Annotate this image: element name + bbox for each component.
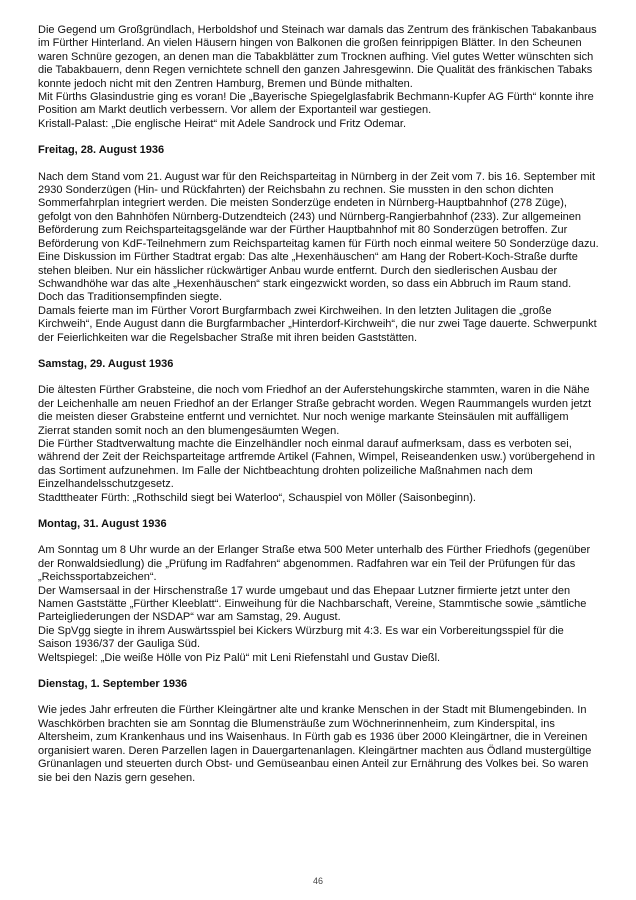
body-paragraph: Die Fürther Stadtverwaltung machte die Einzelhändler noch einmal darauf aufmerksam, dass es verboten sei, während der Zeit der Reichsparteitage artfremde Artikel (Fahnen, Wimpel, Reiseandenken usw.) vorübergehend in das Sortiment aufzunehmen. Im Falle der Nichtbeachtung drohten polizeiliche Maßnahmen nach dem Einzelhandelsschutzgesetz. [38, 437, 596, 491]
body-paragraph: Wie jedes Jahr erfreuten die Fürther Kleingärtner alte und kranke Menschen in der Stadt mit Blumengebinden. In Waschkörben brachten sie am Sonntag die Blumensträuße zum Wöchnerinnenheim, zum Kinderspital, ins Altersheim, zum Krankenhaus und ins Waisenhaus. In Fürth gab es 1936 über 2000 Kleingärtner, die in Vereinen organisiert waren. Deren Parzellen lagen in Dauergartenanlagen. Kleingärtner machten aus Ödland mustergültige Grünanlagen und steuerten durch Obst- und Gemüseanbau einen Anteil zur Ernährung des Volkes bei. So waren sie bei den Nazis gern gesehen. [38, 704, 592, 784]
page-number: 46 [312, 876, 323, 886]
body-paragraph: Am Sonntag um 8 Uhr wurde an der Erlanger Straße etwa 500 Meter unterhalb des Fürther Friedhofs (gegenüber der Ronwaldsiedlung) die „Prüfung im Radfahren“ abgenommen. Radfahren war ein Teil der Prüfungen für das „Reichssportabzeichen“. [38, 544, 591, 584]
day-heading: Montag, 31. August 1936 [38, 518, 167, 530]
day-heading: Dienstag, 1. September 1936 [38, 678, 188, 691]
day-heading: Freitag, 28. August 1936 [38, 144, 165, 157]
body-paragraph: Stadttheater Fürth: „Rothschild siegt bei Waterloo“, Schauspiel von Möller (Saisonbeginn). [38, 491, 476, 504]
body-paragraph: Mit Fürths Glasindustrie ging es voran! Die „Bayerische Spiegelglasfabrik Bechmann-Kupfer AG Fürth“ konnte ihre Position am Markt deutlich verbessern. Vor allem der Exportanteil war gestiegen. [38, 91, 594, 117]
body-paragraph: Damals feierte man im Fürther Vorort Burgfarmbach zwei Kirchweihen. In den letzten Julitagen die „große Kirchweih“, Ende August dann die Burgfarmbacher „Hinterdorf-Kirchweih“, die nur zwei Tage dauerte. Schwerpunkt der Feierlichkeiten war die Regelsbacher Straße mit ihren beiden Gaststätten. [38, 304, 597, 344]
body-paragraph: Die ältesten Fürther Grabsteine, die noch vom Friedhof an der Auferstehungskirche stammten, waren in die Nähe der Leichenhalle am neuen Friedhof an der Erlanger Straße gebracht worden. Wegen Raummangels wurden jetzt die meisten dieser Grabsteine entfernt und vernichtet. Nur noch wenige markante Steinsäulen mit auffälligem Zierrat standen somit noch an den blumengesäumten Wegen. [38, 384, 592, 437]
body-paragraph: Weltspiegel: „Die weiße Hölle von Piz Palü“ mit Leni Riefenstahl und Gustav Dießl. [38, 651, 441, 664]
body-paragraph: Eine Diskussion im Fürther Stadtrat ergab: Das alte „Hexenhäuschen“ am Hang der Robert-Koch-Straße durfte stehen bleiben. Nur ein hässlicher rückwärtiger Anbau wurde entfernt. Durch den siedlerischen Ausbau der Schwandhöhe war das alte „Hexenhäuschen“ stark eingezwickt worden, so dass ein Abbruch im Raum stand. Doch das Traditionsempfinden siegte. [38, 251, 578, 304]
day-heading: Samstag, 29. August 1936 [38, 357, 174, 370]
body-paragraph: Nach dem Stand vom 21. August war für den Reichsparteitag in Nürnberg in der Zeit vom 7. bis 16. September mit 2930 Sonderzügen (Hin- und Rückfahrten) der Reichsbahn zu rechnen. Sie mussten in den schon dichten Sommerfahrplan integriert werden. Die meisten Sonderzüge endeten in Nürnberg-Hauptbahnhof (278 Züge), gefolgt von den Bahnhöfen Nürnberg-Dutzendteich (243) und Nürnberg-Rangierbahnhof (233). Zur allgemeinen Beförderung zum Reichsparteitagsgelände war der Fürther Hauptbahnhof mit 80 Sonderzügen betroffen. Zur Beförderung von KdF-Teilnehmern zum Reichsparteitag kamen für Fürth noch einmal weitere 50 Sonderzüge dazu. [38, 170, 599, 250]
body-paragraph: Der Wamsersaal in der Hirschenstraße 17 wurde umgebaut und das Ehepaar Lutzner firmierte jetzt unter den Namen Gaststätte „Fürther Kleeblatt“. Einweihung für die Nachbarschaft, Vereine, Stammtische sowie „sämtliche Parteigliederungen der NSDAP“ war am Samstag, 29. August. [38, 584, 587, 624]
body-paragraph: Die Gegend um Großgründlach, Herboldshof und Steinach war damals das Zentrum des fränkischen Tabakanbaus im Fürther Hinterland. An vielen Häusern hingen von Balkonen die großen feinrippigen Blätter. In den Scheunen waren Schnüre gezogen, an denen man die Tabakblätter zum Trocknen aufhing. Viel gutes Wetter wünschten sich die Tabakbauern, denn Regen vernichtete schnell den ganzen Jahresgewinn. Die Qualität des fränkischen Tabaks konnte jedoch nicht mit den Zentren Hamburg, Bremen und Bünde mithalten. [38, 24, 597, 90]
page-content [38, 24, 599, 785]
body-paragraph: Kristall-Palast: „Die englische Heirat“ mit Adele Sandrock und Fritz Odemar. [38, 117, 407, 130]
body-paragraph: Die SpVgg siegte in ihrem Auswärtsspiel bei Kickers Würzburg mit 4:3. Es war ein Vorbereitungsspiel für die Saison 1936/37 der Gauliga Süd. [38, 624, 564, 651]
